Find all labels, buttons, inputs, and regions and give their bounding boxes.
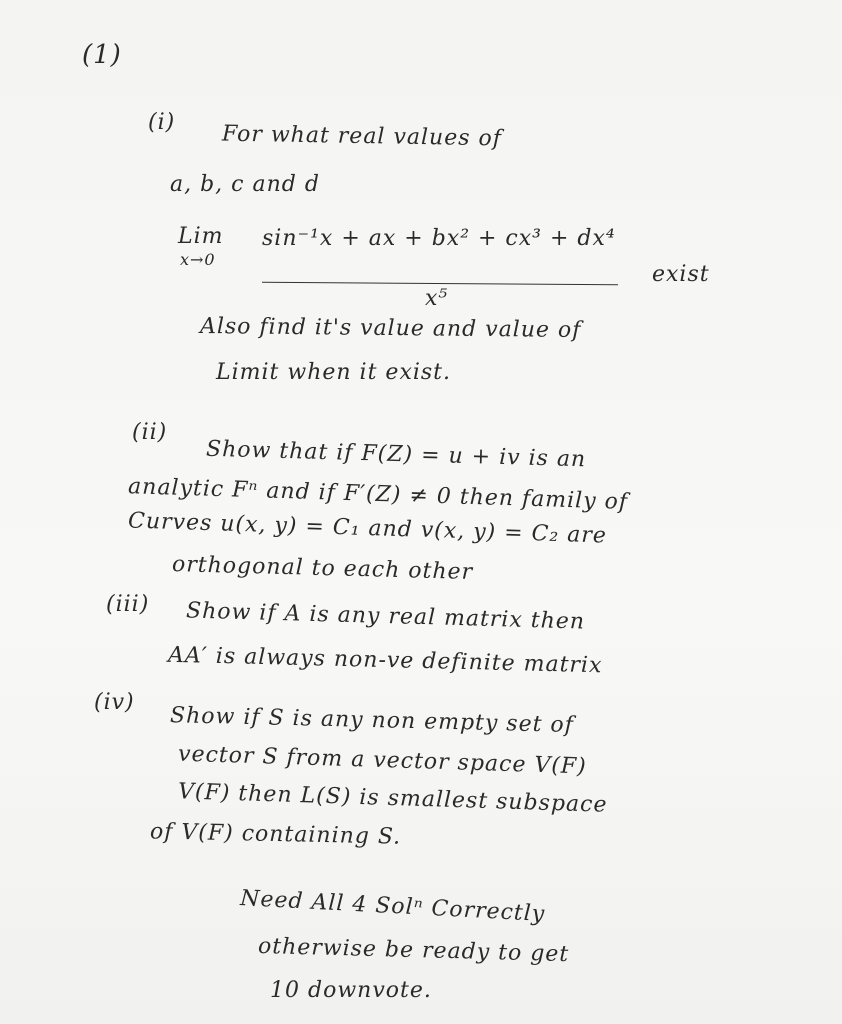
fraction-bar (262, 282, 618, 285)
part-i-label: (i) (148, 110, 176, 135)
limit-denominator: x⁵ (425, 286, 449, 311)
part-ii-line-3: Curves u(x, y) = C₁ and v(x, y) = C₂ are (127, 508, 608, 549)
part-ii-line-1: Show that if F(Z) = u + iv is an (205, 436, 587, 473)
part-iv-line-3: V(F) then L(S) is smallest subspace (177, 779, 608, 818)
part-i-line-1: For what real values of (221, 121, 503, 152)
part-i-after-2: Limit when it exist. (216, 360, 452, 385)
part-i-line-2: a, b, c and d (170, 172, 320, 197)
closing-line-2: otherwise be ready to get (257, 933, 570, 968)
question-number: (1) (82, 40, 122, 70)
limit-numerator: sin⁻¹x + ax + bx² + cx³ + dx⁴ (262, 226, 616, 251)
part-iii-label: (iii) (106, 592, 150, 617)
part-iv-label: (iv) (94, 690, 135, 715)
part-i-after-1: Also find it's value and value of (199, 314, 582, 343)
limit-suffix: exist (652, 262, 710, 287)
part-ii-line-2: analytic Fⁿ and if F′(Z) ≠ 0 then family of (127, 474, 629, 515)
closing-line-3: 10 downvote. (270, 978, 432, 1003)
limit-lim: Lim (178, 224, 224, 249)
part-ii-label: (ii) (132, 420, 168, 445)
part-iv-line-1: Show if S is any non empty set of (169, 703, 575, 738)
part-iv-line-2: vector S from a vector space V(F) (177, 741, 588, 780)
part-ii-line-4: orthogonal to each other (171, 552, 474, 585)
part-iv-line-4: of V(F) containing S. (149, 819, 402, 850)
closing-line-1: Need All 4 Solⁿ Correctly (239, 886, 546, 927)
limit-approach: x→0 (180, 250, 216, 269)
part-iii-line-2: AA′ is always non-ve definite matrix (167, 642, 603, 679)
part-iii-line-1: Show if A is any real matrix then (185, 598, 586, 635)
